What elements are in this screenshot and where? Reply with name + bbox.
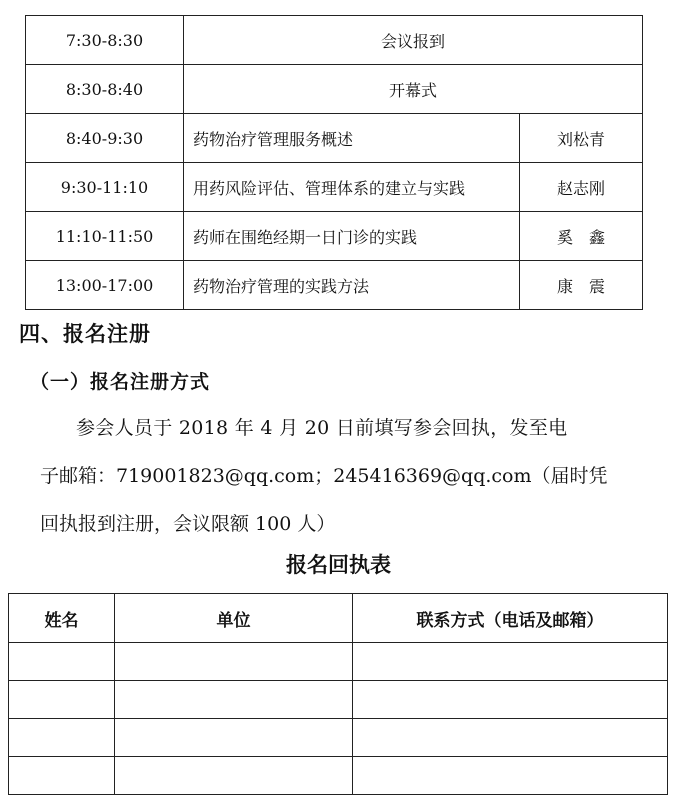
paragraph-line: 子邮箱：719001823@qq.com；245416369@qq.com（届时凭 <box>40 465 608 487</box>
schedule-time: 8:30-8:40 <box>26 65 184 114</box>
registration-paragraph <box>40 404 660 548</box>
schedule-speaker: 赵志刚 <box>520 163 643 212</box>
column-header-contact: 联系方式（电话及邮箱） <box>353 594 668 643</box>
schedule-speaker: 刘松青 <box>520 114 643 163</box>
schedule-row <box>26 163 643 212</box>
unit-cell[interactable] <box>115 757 353 795</box>
schedule-time: 8:40-9:30 <box>26 114 184 163</box>
schedule-time: 7:30-8:30 <box>26 16 184 65</box>
form-row <box>9 719 668 757</box>
contact-cell[interactable] <box>353 719 668 757</box>
schedule-topic: 会议报到 <box>184 16 643 65</box>
contact-cell[interactable] <box>353 757 668 795</box>
unit-cell[interactable] <box>115 681 353 719</box>
name-cell[interactable] <box>9 681 115 719</box>
section-heading: 四、报名注册 <box>19 322 151 346</box>
schedule-speaker: 康 震 <box>520 261 643 310</box>
schedule-row <box>26 212 643 261</box>
schedule-topic: 药物治疗管理的实践方法 <box>184 261 520 310</box>
schedule-time: 9:30-11:10 <box>26 163 184 212</box>
schedule-topic: 开幕式 <box>184 65 643 114</box>
form-title: 报名回执表 <box>286 553 391 577</box>
paragraph-line: 回执报到注册，会议限额 100 人） <box>40 513 336 535</box>
schedule-table <box>25 15 643 310</box>
schedule-topic: 药物治疗管理服务概述 <box>184 114 520 163</box>
name-cell[interactable] <box>9 719 115 757</box>
column-header-unit: 单位 <box>115 594 353 643</box>
schedule-row <box>26 65 643 114</box>
unit-cell[interactable] <box>115 643 353 681</box>
contact-cell[interactable] <box>353 643 668 681</box>
name-cell[interactable] <box>9 643 115 681</box>
contact-cell[interactable] <box>353 681 668 719</box>
name-cell[interactable] <box>9 757 115 795</box>
form-row <box>9 681 668 719</box>
schedule-row <box>26 114 643 163</box>
schedule-time: 11:10-11:50 <box>26 212 184 261</box>
schedule-speaker: 奚 鑫 <box>520 212 643 261</box>
schedule-row <box>26 261 643 310</box>
schedule-row <box>26 16 643 65</box>
schedule-time: 13:00-17:00 <box>26 261 184 310</box>
section-subheading: （一）报名注册方式 <box>30 371 211 393</box>
unit-cell[interactable] <box>115 719 353 757</box>
form-row <box>9 643 668 681</box>
paragraph-line: 参会人员于 2018 年 4 月 20 日前填写参会回执，发至电 <box>76 417 568 439</box>
schedule-topic: 药师在围绝经期一日门诊的实践 <box>184 212 520 261</box>
form-header-row <box>9 594 668 643</box>
column-header-name: 姓名 <box>9 594 115 643</box>
schedule-topic: 用药风险评估、管理体系的建立与实践 <box>184 163 520 212</box>
registration-form-table <box>8 593 668 795</box>
form-row <box>9 757 668 795</box>
